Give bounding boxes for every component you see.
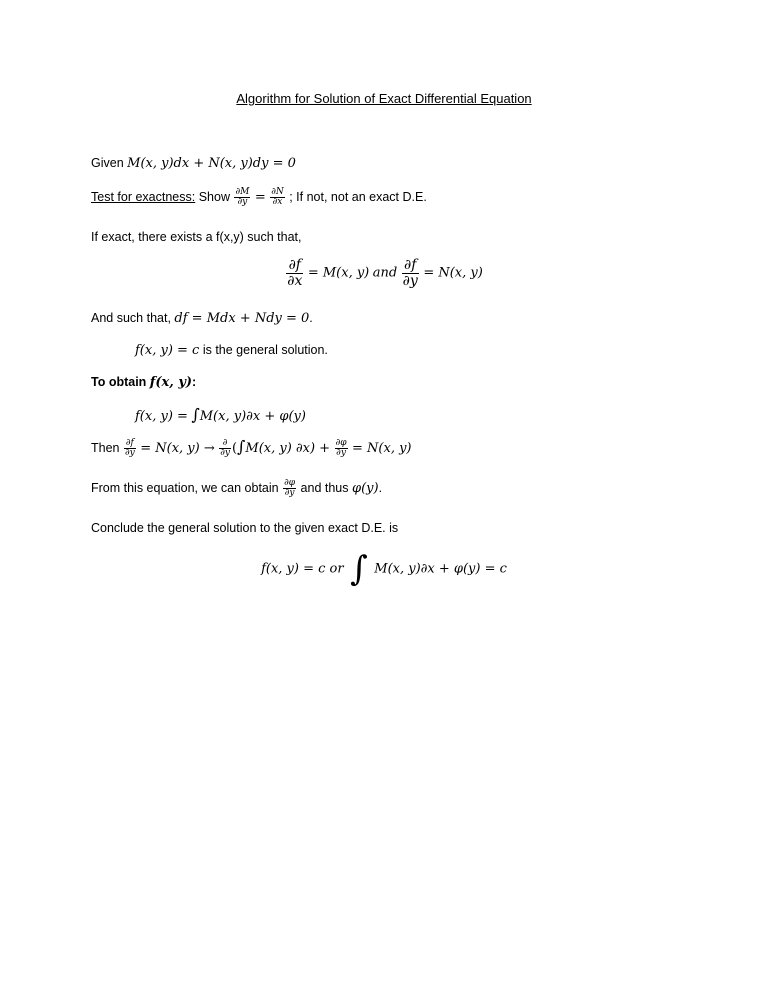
fraction-numerator: ∂N: [271, 187, 284, 197]
total-diff-text: And such that,: [91, 311, 171, 325]
fraction-df-dy-small: [124, 439, 136, 459]
fraction-numerator: ∂φ: [284, 478, 296, 488]
then-inner: M(x, y) ∂x) +: [245, 441, 331, 456]
fraction-denominator: ∂y: [402, 272, 418, 289]
test-label: Test for exactness:: [91, 190, 196, 205]
general-solution-line: [135, 343, 328, 358]
total-differential-line: [91, 311, 313, 326]
fraction-dphi-dy: [335, 439, 348, 459]
partials-equation: [0, 258, 768, 288]
fxy-formula-line: [135, 405, 306, 424]
partials-and: and: [372, 265, 398, 281]
obtain-fxy: f(x, y): [149, 375, 193, 390]
open-paren: (: [231, 441, 238, 456]
conclude-line: Conclude the general solution to the given exact D.E. is: [91, 521, 399, 535]
total-diff-equation: df = Mdx + Ndy = 0: [174, 311, 310, 326]
fxy-lhs: f(x, y) =: [135, 409, 188, 424]
fraction-numerator: ∂f: [125, 437, 134, 448]
fraction-dN-dx: [270, 188, 285, 208]
fraction-d-dy: [219, 439, 231, 459]
fraction-numerator: ∂φ: [335, 437, 347, 448]
partials-rhs-1: = M(x, y): [307, 265, 370, 281]
from-equation-line: [91, 479, 382, 499]
integral-sign: ∫: [237, 437, 246, 456]
fraction-denominator: ∂y: [124, 448, 135, 459]
integral-sign: ∫: [191, 405, 200, 424]
final-lhs: f(x, y) = c or: [261, 561, 344, 577]
then-rhs: = N(x, y): [352, 441, 412, 456]
fraction-denominator: ∂x: [287, 272, 303, 289]
final-equation: [0, 549, 768, 589]
obtain-line: [91, 375, 196, 390]
from-eq-text: From this equation, we can obtain: [91, 481, 279, 496]
from-eq-end: .: [378, 481, 383, 496]
from-eq-and: and thus: [300, 481, 349, 496]
final-rhs: M(x, y)∂x + φ(y) = c: [374, 561, 507, 577]
fraction-numerator: ∂: [219, 439, 231, 449]
fraction-denominator: ∂y: [220, 448, 230, 459]
fxy-rhs: M(x, y)∂x + φ(y): [199, 409, 306, 424]
from-eq-phi: φ(y): [352, 481, 379, 497]
document-title: Algorithm for Solution of Exact Differential Equation: [236, 91, 532, 106]
fraction-denominator: ∂x: [272, 197, 283, 208]
test-exactness-line: [91, 188, 427, 208]
exists-line: If exact, there exists a f(x,y) such that,: [91, 230, 302, 244]
obtain-colon: :: [192, 375, 197, 389]
given-label: Given: [91, 156, 124, 170]
fraction-denominator: ∂y: [284, 488, 295, 499]
integral-sign: ∫: [350, 549, 368, 589]
given-equation: M(x, y)dx + N(x, y)dy = 0: [127, 156, 296, 171]
general-equation: f(x, y) = c: [135, 343, 200, 358]
fraction-numerator: ∂f: [402, 258, 419, 274]
given-line: [91, 156, 296, 171]
fraction-denominator: ∂y: [336, 448, 346, 459]
fraction-dM-dy: [234, 188, 250, 208]
fraction-df-dy: [402, 258, 419, 288]
fraction-denominator: ∂y: [237, 197, 248, 208]
test-tail: ; If not, not an exact D.E.: [289, 190, 427, 205]
general-text: is the general solution.: [202, 343, 328, 357]
fraction-numerator: ∂f: [286, 258, 303, 274]
partials-rhs-2: = N(x, y): [423, 265, 483, 281]
obtain-text: To obtain: [91, 375, 147, 389]
equals-sign: =: [254, 190, 266, 206]
total-diff-end: .: [309, 311, 313, 325]
fraction-dphi-dy-2: [283, 479, 296, 499]
then-label: Then: [91, 441, 120, 455]
then-mid: = N(x, y) →: [140, 441, 215, 456]
fraction-numerator: ∂M: [235, 187, 250, 197]
test-show: Show: [198, 190, 230, 205]
fraction-df-dx: [286, 258, 303, 288]
then-line: [91, 437, 412, 459]
